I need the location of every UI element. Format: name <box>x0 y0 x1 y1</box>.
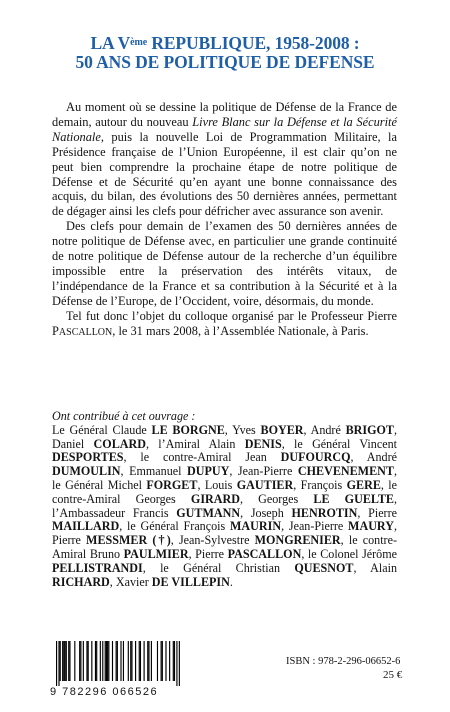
contributor-surname: FORGET <box>146 477 198 492</box>
contributor-text: , André <box>303 422 346 437</box>
contributor-surname: DUFOURCQ <box>280 450 351 465</box>
barcode-bars <box>56 641 180 686</box>
contributor-surname: DUMOULIN <box>52 464 121 479</box>
contributor-surname: MAURY <box>348 519 394 534</box>
barcode-bar <box>106 641 107 681</box>
contributor-text: , le contre-Amiral Jean <box>123 450 281 465</box>
contributor-text: , Pierre <box>188 546 228 561</box>
barcode <box>50 641 185 699</box>
barcode-bar <box>112 641 113 681</box>
contributor-text: , Jean-Sylvestre <box>170 533 255 548</box>
barcode-bar <box>95 641 96 681</box>
contributor-surname: MAILLARD <box>52 519 120 534</box>
barcode-bar <box>123 641 124 681</box>
barcode-bar <box>65 641 66 681</box>
contributor-text: , Daniel <box>52 422 397 451</box>
contributor-surname: GIRARD <box>190 491 240 506</box>
paragraph-3-start: Tel fut donc l’objet du colloque organisé par le Professeur Pierre P <box>52 308 397 338</box>
contributor-text: , Georges <box>239 491 314 506</box>
contributor-surname: DENIS <box>244 436 282 451</box>
barcode-bar <box>139 641 140 681</box>
contributor-surname: HENROTIN <box>291 505 358 520</box>
contributor-surname: PELLISTRANDI <box>52 560 143 575</box>
paragraph-1-end: , puis la nouvelle Loi de Programmation Militaire, la Présidence française de l’Union Européenne, il est clair qu’on ne peut bien comprendre la prochaine étape de notre politique de Défense et de Sécurité qu’en ayant une bonne connaissance des acquis, du bilan, des évolutions des 50 dernières années, permettant de dégager ainsi les clefs pour défricher avec assurance son avenir. <box>52 129 397 219</box>
contributor-text: , François <box>293 477 347 492</box>
contributors-heading: Ont contribué à cet ouvrage : <box>52 409 196 423</box>
paragraph-3-smallcaps: ASCALLON <box>58 326 113 338</box>
barcode-bar <box>108 641 109 681</box>
contributor-text: , Xavier <box>109 574 152 589</box>
barcode-bar <box>130 641 131 681</box>
contributor-text: , André <box>350 450 397 465</box>
barcode-bar <box>165 641 166 681</box>
title-line-1-end: REPUBLIQUE, 1958-2008 : <box>147 33 360 53</box>
barcode-bar <box>144 641 145 681</box>
barcode-bar <box>68 641 69 681</box>
contributor-text: , le contre-Amiral Georges <box>52 477 398 506</box>
barcode-bar <box>79 641 80 681</box>
barcode-bar <box>96 641 97 681</box>
barcode-bar <box>58 641 59 686</box>
contributor-surname: QUESNOT <box>294 560 354 575</box>
contributor-surname: PAULMIER <box>123 546 189 561</box>
barcode-bar <box>69 641 70 681</box>
contributor-text: , Yves <box>224 422 261 437</box>
contributor-surname: PASCALLON <box>227 546 302 561</box>
contributor-surname: BOYER <box>260 422 304 437</box>
contributor-text: . <box>229 574 233 589</box>
barcode-bar <box>74 641 75 681</box>
contributor-surname: GERE <box>346 477 381 492</box>
barcode-bar <box>173 641 174 681</box>
barcode-bar <box>91 641 92 681</box>
contributor-surname: DE VILLEPIN <box>151 574 230 589</box>
contributor-text: , le contre-Amiral Bruno <box>52 533 397 561</box>
contributor-surname: LE GUELTE <box>313 491 394 506</box>
contributor-surname: BRIGOT <box>345 422 394 437</box>
barcode-bar <box>107 641 108 681</box>
barcode-bar <box>157 641 158 681</box>
barcode-bar <box>102 641 103 681</box>
barcode-bar <box>100 641 101 681</box>
barcode-bar <box>83 641 84 681</box>
contributor-surname: COLARD <box>93 436 146 451</box>
barcode-bar <box>140 641 141 681</box>
barcode-bar <box>135 641 136 681</box>
barcode-bar <box>147 641 148 681</box>
contributor-surname: LE BORGNE <box>151 422 225 437</box>
barcode-bar <box>174 641 175 681</box>
barcode-bar <box>62 641 63 681</box>
contributor-text: , Alain <box>353 560 397 575</box>
contributor-text: , Louis <box>197 477 237 492</box>
contributor-surname: MONGRENIER <box>254 533 341 548</box>
barcode-bar <box>66 641 67 681</box>
barcode-bar <box>161 641 162 681</box>
contributor-surname: CHEVENEMENT <box>297 464 394 479</box>
title-line-2: 50 ANS DE POLITIQUE DE DEFENSE <box>75 52 375 72</box>
contributor-text: , le Général Michel <box>52 464 397 492</box>
contributor-text: , Joseph <box>240 505 292 520</box>
barcode-bar <box>148 641 149 681</box>
paragraph-1 <box>52 100 397 219</box>
barcode-bar <box>88 641 89 681</box>
contributors-section <box>52 410 397 589</box>
book-reference-italic: Livre Blanc sur la Défense et la Sécurité Nationale <box>52 114 398 144</box>
contributor-surname: DESPORTES <box>52 450 124 465</box>
contributor-surname: GUTMANN <box>176 505 241 520</box>
barcode-bar <box>128 641 129 681</box>
barcode-bar <box>80 641 81 681</box>
paragraph-2: Des clefs pour demain de l’examen des 50 dernières années de notre politique de Défense avec, en particulier une grande continuité de notre politique de Défense autour de la recherche d’un équilibre impossible entre la préservation des intérêts vitaux, de l’indépendance de la France et sa contribution à la Sécurité et à la Défense de l’Europe, de l’Occident, voire, désormais, du monde. <box>52 219 397 308</box>
barcode-bar <box>176 641 177 686</box>
contributor-text: , Jean-Pierre <box>281 519 349 534</box>
contributor-text: , le Général Vincent <box>281 436 397 451</box>
contributor-text: , Pierre <box>52 519 398 548</box>
paragraph-3-end: , le 31 mars 2008, à l’Assemblée Nationale, à Paris. <box>112 323 369 338</box>
title-superscript: ème <box>130 37 148 48</box>
barcode-bar <box>60 641 61 681</box>
barcode-bar <box>131 641 132 681</box>
contributor-surname: DUPUY <box>187 464 230 479</box>
title-line-1-start: LA V <box>90 33 131 53</box>
price: 25 € <box>383 669 403 681</box>
contributor-surname: RICHARD <box>52 574 110 589</box>
title-line-1 <box>0 34 450 53</box>
contributor-text: , le Général François <box>119 519 230 534</box>
contributor-text: , Jean-Pierre <box>229 464 298 479</box>
barcode-bar <box>105 641 106 681</box>
paragraph-1-start: Au moment où se dessine la politique de Défense de la France de demain, autour du nouveau <box>52 100 397 129</box>
contributors-list <box>52 424 397 590</box>
barcode-bar <box>86 641 87 681</box>
barcode-bar <box>120 641 121 681</box>
summary-text <box>52 100 397 341</box>
contributor-text: , Emmanuel <box>120 464 188 479</box>
barcode-bar <box>179 641 180 686</box>
barcode-bar <box>151 641 152 681</box>
contributor-text: , Pierre <box>357 505 397 520</box>
contributor-surname: MAURIN <box>230 519 282 534</box>
barcode-bar <box>162 641 163 681</box>
contributor-text: Le Général Claude <box>52 422 152 437</box>
contributor-text: , l’Ambassadeur Francis <box>52 491 398 520</box>
barcode-bar <box>56 641 57 686</box>
contributor-text: , le Colonel Jérôme <box>301 546 397 561</box>
contributor-surname: MESSMER (†) <box>86 533 171 548</box>
barcode-digits: 9 782296 066526 <box>50 686 159 698</box>
barcode-bar <box>117 641 118 681</box>
paragraph-3 <box>52 309 397 341</box>
barcode-bar <box>63 641 64 681</box>
book-title <box>0 34 450 72</box>
contributor-surname: GAUTIER <box>236 477 294 492</box>
barcode-bar <box>169 641 170 681</box>
contributor-text: , l’Amiral Alain <box>145 436 245 451</box>
isbn-number: ISBN : 978-2-296-06652-6 <box>286 656 401 667</box>
contributor-text: , le Général Christian <box>142 560 295 575</box>
barcode-bar <box>116 641 117 681</box>
